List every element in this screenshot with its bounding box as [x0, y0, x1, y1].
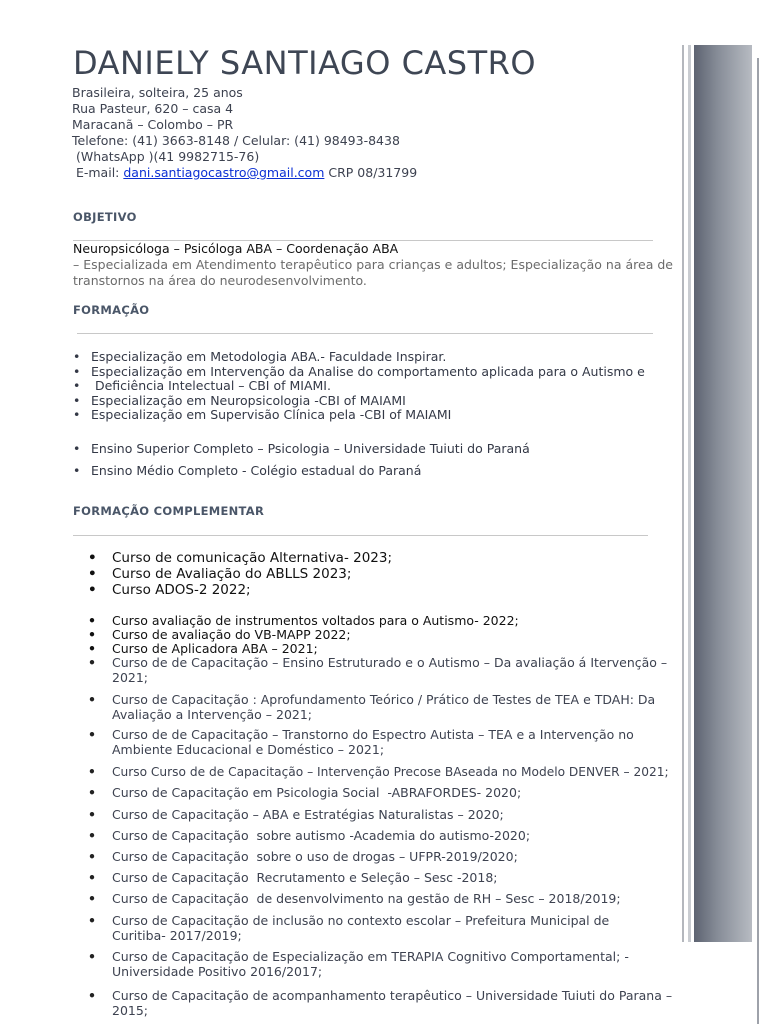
list-item: • Curso de Capacitação de inclusão no contexto escolar – Prefeitura Municipal de Curitiba- 2017/2019;	[112, 914, 662, 943]
complementar-list-3	[112, 871, 498, 886]
list-item: • Curso de Capacitação sobre o uso de drogas – UFPR-2019/2020;	[112, 850, 518, 865]
list-item: • Curso de Capacitação Recrutamento e Seleção – Sesc -2018;	[112, 871, 498, 886]
list-item: • Curso de de Capacitação – Ensino Estruturado e o Autismo – Da avaliação á Itervenção – 2021;	[112, 656, 690, 685]
contact-line: Telefone: (41) 3663-8148 / Celular: (41) 98493-8438	[72, 133, 400, 148]
email-label: E-mail:	[72, 165, 124, 180]
complementar-list-3	[112, 808, 504, 823]
list-item: • Ensino Superior Completo – Psicologia – Universidade Tuiuti do Paraná	[91, 442, 530, 457]
contact-line: (WhatsApp )(41 9982715-76)	[72, 149, 260, 164]
list-item: • Curso de Capacitação de acompanhamento terapêutico – Universidade Tuiuti do Parana – 2015;	[112, 989, 702, 1018]
candidate-name: DANIELY SANTIAGO CASTRO	[73, 44, 537, 82]
list-item: • Curso ADOS-2 2022;	[112, 582, 392, 598]
divider	[73, 535, 648, 536]
section-title-objetivo: OBJETIVO	[73, 210, 137, 224]
email-link[interactable]: dani.santiagocastro@gmail.com	[123, 165, 325, 180]
list-item: • Especialização em Metodologia ABA.- Faculdade Inspirar.	[91, 350, 645, 365]
objective-role: Neuropsicóloga – Psicóloga ABA – Coordenação ABA	[73, 241, 399, 256]
complementar-list-3	[112, 850, 518, 865]
complementar-list-3	[112, 786, 521, 801]
list-item: • Especialização em Supervisão Clínica pela -CBI of MAIAMI	[91, 408, 645, 423]
complementar-list-3	[112, 693, 672, 722]
complementar-list-3	[112, 914, 662, 943]
complementar-list-3	[112, 765, 669, 780]
objective-description: – Especializada em Atendimento terapêutico para crianças e adultos; Especialização na área de transtornos na área do neurodesenvolvimento.	[73, 257, 673, 288]
list-item: • Ensino Médio Completo - Colégio estadual do Paraná	[91, 464, 421, 479]
complementar-list-3	[112, 656, 690, 685]
section-title-formacao-complementar: FORMAÇÃO COMPLEMENTAR	[73, 504, 265, 518]
crp-number: CRP 08/31799	[324, 165, 418, 180]
contact-line: Maracanã – Colombo – PR	[72, 117, 234, 132]
complementar-list-3	[112, 728, 677, 757]
especializacoes-list	[91, 350, 645, 423]
list-item: • Curso de de Capacitação – Transtorno do Espectro Autista – TEA e a Intervenção no Ambiente Educacional e Doméstico – 2021;	[112, 728, 677, 757]
sidebar-edge-line	[757, 58, 759, 1024]
email-line	[72, 165, 417, 181]
sidebar-gradient-bar	[694, 45, 752, 942]
ensino-medio-list	[91, 464, 421, 479]
sidebar-line	[688, 45, 691, 942]
list-item: • Curso de Capacitação de desenvolvimento na gestão de RH – Sesc – 2018/2019;	[112, 892, 621, 907]
complementar-list-3	[112, 892, 621, 907]
complementar-list-3	[112, 989, 702, 1018]
list-item: • Curso avaliação de instrumentos voltados para o Autismo- 2022;	[112, 614, 519, 628]
list-item: • Curso de comunicação Alternativa- 2023;	[112, 550, 392, 566]
list-item: • Curso Curso de de Capacitação – Intervenção Precose BAseada no Modelo DENVER – 2021;	[112, 765, 669, 780]
complementar-list-3	[112, 829, 530, 844]
complementar-list-1	[112, 550, 392, 598]
list-item: • Especialização em Neuropsicologia -CBI of MAIAMI	[91, 394, 645, 409]
section-title-formacao: FORMAÇÃO	[73, 303, 150, 317]
list-item: • Curso de Capacitação sobre autismo -Academia do autismo-2020;	[112, 829, 530, 844]
contact-line: Brasileira, solteira, 25 anos	[72, 85, 243, 100]
list-item: • Curso de avaliação do VB-MAPP 2022;	[112, 628, 519, 642]
list-item: • Deficiência Intelectual – CBI of MIAMI.	[91, 379, 645, 394]
list-item: • Curso de Avaliação do ABLLS 2023;	[112, 566, 392, 582]
list-item: • Curso de Capacitação : Aprofundamento Teórico / Prático de Testes de TEA e TDAH: Da Avaliação a Intervenção – 2021;	[112, 693, 672, 722]
list-item: • Curso de Capacitação em Psicologia Social -ABRAFORDES- 2020;	[112, 786, 521, 801]
sidebar-line	[682, 45, 684, 942]
contact-block	[72, 85, 417, 181]
complementar-list-2	[112, 614, 519, 655]
list-item: • Curso de Aplicadora ABA – 2021;	[112, 642, 519, 656]
contact-line: Rua Pasteur, 620 – casa 4	[72, 101, 234, 116]
complementar-list-3	[112, 950, 672, 979]
divider	[77, 333, 653, 334]
list-item: • Especialização em Intervenção da Analise do comportamento aplicada para o Autismo e	[91, 365, 645, 380]
ensino-superior-list	[91, 442, 530, 457]
list-item: • Curso de Capacitação – ABA e Estratégias Naturalistas – 2020;	[112, 808, 504, 823]
list-item: • Curso de Capacitação de Especialização em TERAPIA Cognitivo Comportamental; - Universidade Positivo 2016/2017;	[112, 950, 672, 979]
